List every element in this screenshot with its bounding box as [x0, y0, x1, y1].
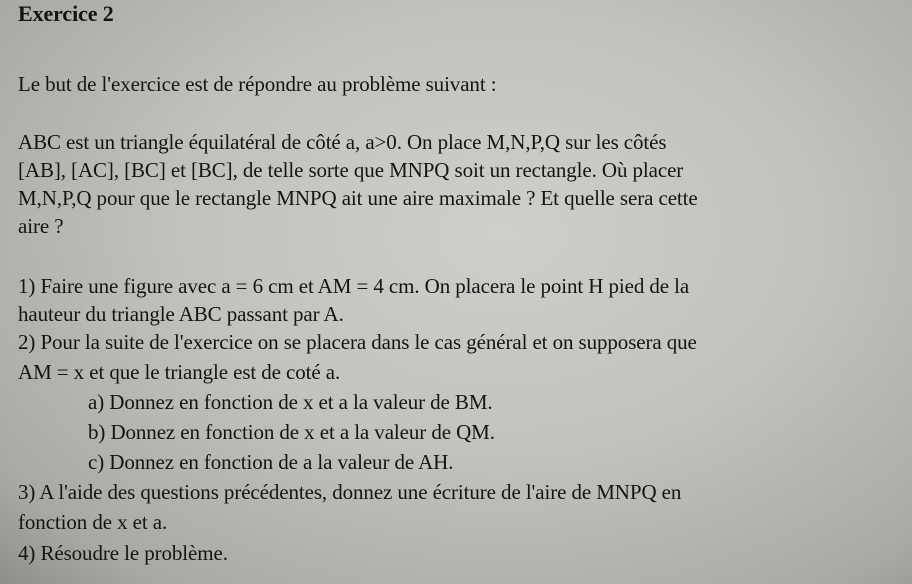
subquestion-b: b) Donnez en fonction de x et a la valeur de QM.	[88, 420, 495, 444]
subquestion-a: a) Donnez en fonction de x et a la valeur de BM.	[88, 390, 493, 414]
exercise-title: Exercice 2	[18, 1, 114, 26]
question-line: 1) Faire une figure avec a = 6 cm et AM = 4 cm. On placera le point H pied de la	[18, 274, 690, 298]
question-line: AM = x et que le triangle est de coté a.	[18, 360, 341, 384]
problem-line: M,N,P,Q pour que le rectangle MNPQ ait une aire maximale ? Et quelle sera cette	[18, 186, 698, 210]
problem-line: aire ?	[18, 214, 64, 238]
question-line: 4) Résoudre le problème.	[18, 541, 228, 565]
question-line: fonction de x et a.	[18, 510, 168, 534]
problem-line: [AB], [AC], [BC] et [BC], de telle sorte que MNPQ soit un rectangle. Où placer	[18, 158, 684, 182]
question-line: 2) Pour la suite de l'exercice on se placera dans le cas général et on supposera que	[18, 330, 697, 354]
subquestion-c: c) Donnez en fonction de a la valeur de AH.	[88, 450, 454, 474]
question-line: hauteur du triangle ABC passant par A.	[18, 302, 344, 326]
intro-text: Le but de l'exercice est de répondre au problème suivant :	[18, 72, 497, 96]
question-line: 3) A l'aide des questions précédentes, donnez une écriture de l'aire de MNPQ en	[18, 480, 682, 504]
problem-line: ABC est un triangle équilatéral de côté a, a>0. On place M,N,P,Q sur les côtés	[18, 130, 667, 154]
